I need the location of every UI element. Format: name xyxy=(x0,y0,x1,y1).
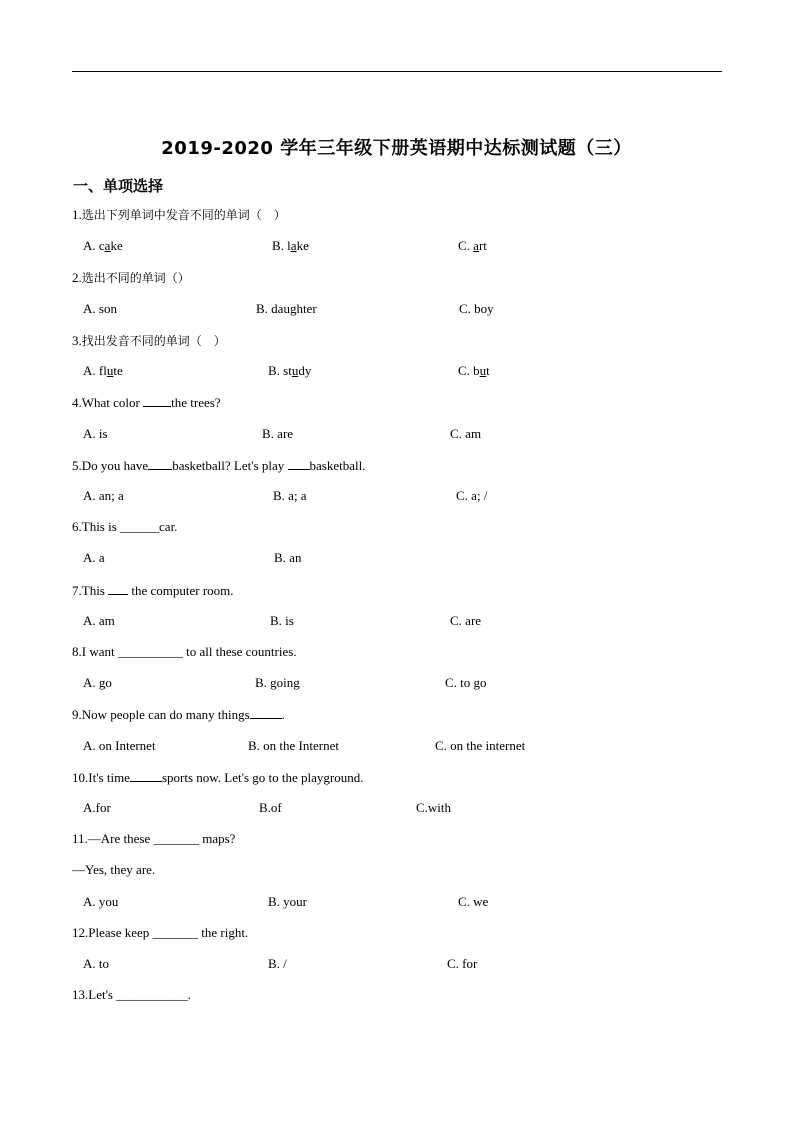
q11-option-c[interactable]: C. we xyxy=(458,894,489,909)
q1-option-a[interactable]: A. cake xyxy=(83,238,123,253)
q11-option-a[interactable]: A. you xyxy=(83,894,119,909)
q8-option-c[interactable]: C. to go xyxy=(445,675,487,690)
q11-option-b[interactable]: B. your xyxy=(268,894,307,909)
section-heading: 一、单项选择 xyxy=(73,177,164,195)
q3-option-b[interactable]: B. study xyxy=(268,363,312,378)
q9-option-c[interactable]: C. on the internet xyxy=(435,738,526,753)
q4-option-b[interactable]: B. are xyxy=(262,426,294,441)
q7-option-b[interactable]: B. is xyxy=(270,613,294,628)
q4-option-c[interactable]: C. am xyxy=(450,426,482,441)
answer-blank xyxy=(148,457,172,470)
question-12: 12.Please keep _______ the right. xyxy=(72,925,249,940)
question-5: 5.Do you have basketball? Let's play basketball. xyxy=(72,458,366,473)
question-number: 3. xyxy=(72,333,82,348)
q2-option-a[interactable]: A. son xyxy=(83,301,117,316)
q3-option-a[interactable]: A. flute xyxy=(83,363,123,378)
question-9: 9.Now people can do many things . xyxy=(72,707,285,722)
q1-option-c[interactable]: C. art xyxy=(458,238,487,253)
q7-option-a[interactable]: A. am xyxy=(83,613,115,628)
header-rule xyxy=(72,71,722,72)
question-10: 10.It's time sports now. Let's go to the playground. xyxy=(72,770,364,785)
q10-option-b[interactable]: B.of xyxy=(259,800,282,815)
q9-option-a[interactable]: A. on Internet xyxy=(83,738,156,753)
answer-blank xyxy=(250,706,282,719)
question-8: 8.I want __________ to all these countries. xyxy=(72,644,297,659)
q9-option-b[interactable]: B. on the Internet xyxy=(248,738,339,753)
page-title: 2019-2020 学年三年级下册英语期中达标测试题（三） xyxy=(161,138,632,159)
answer-blank xyxy=(130,769,162,782)
question-13: 13.Let's ___________. xyxy=(72,987,191,1002)
q6-option-b[interactable]: B. an xyxy=(274,550,302,565)
q12-option-a[interactable]: A. to xyxy=(83,956,109,971)
q4-option-a[interactable]: A. is xyxy=(83,426,108,441)
question-11-reply: —Yes, they are. xyxy=(72,862,156,877)
q7-option-c[interactable]: C. are xyxy=(450,613,482,628)
q6-option-a[interactable]: A. a xyxy=(83,550,105,565)
question-text: 找出发音不同的单词（ ） xyxy=(81,334,226,348)
question-1 xyxy=(72,206,286,223)
q5-option-a[interactable]: A. an; a xyxy=(83,488,124,503)
q5-option-c[interactable]: C. a; / xyxy=(456,488,488,503)
answer-blank xyxy=(143,394,171,407)
q1-option-b[interactable]: B. lake xyxy=(272,238,309,253)
q8-option-b[interactable]: B. going xyxy=(255,675,300,690)
q5-option-b[interactable]: B. a; a xyxy=(273,488,307,503)
question-number: 2. xyxy=(72,270,82,285)
question-11: 11.—Are these _______ maps? xyxy=(72,831,236,846)
question-2 xyxy=(72,269,190,286)
q2-option-c[interactable]: C. boy xyxy=(459,301,494,316)
question-4: 4.What color the trees? xyxy=(72,395,221,410)
answer-blank xyxy=(288,457,310,470)
question-3 xyxy=(72,332,226,349)
answer-blank xyxy=(108,582,128,595)
question-text: 选出不同的单词（） xyxy=(81,271,190,285)
question-7: 7.This the computer room. xyxy=(72,583,234,598)
q10-option-a[interactable]: A.for xyxy=(83,800,111,815)
q8-option-a[interactable]: A. go xyxy=(83,675,112,690)
q12-option-c[interactable]: C. for xyxy=(447,956,478,971)
q2-option-b[interactable]: B. daughter xyxy=(256,301,317,316)
question-text: 选出下列单词中发音不同的单词（ ） xyxy=(81,208,286,222)
question-6: 6.This is ______car. xyxy=(72,519,178,534)
q10-option-c[interactable]: C.with xyxy=(416,800,452,815)
q3-option-c[interactable]: C. but xyxy=(458,363,490,378)
q12-option-b[interactable]: B. / xyxy=(268,956,287,971)
question-number: 1. xyxy=(72,207,82,222)
